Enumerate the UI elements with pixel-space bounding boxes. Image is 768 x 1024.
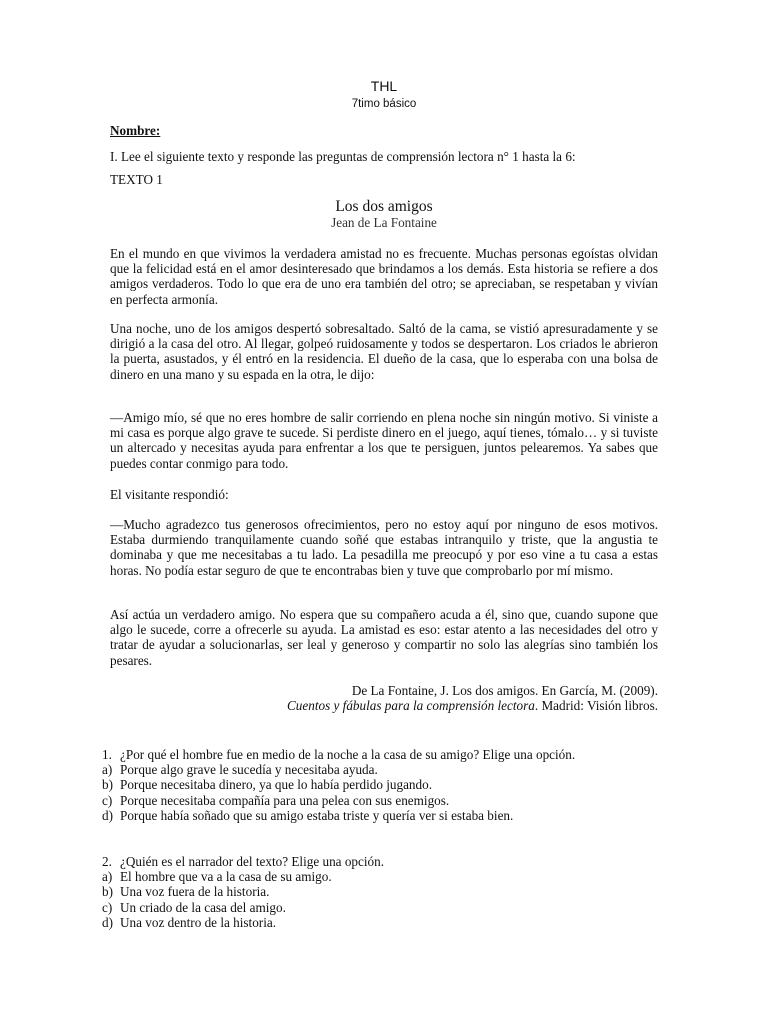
story-paragraph: —Amigo mío, sé que no eres hombre de salir corriendo en plena noche sin ningún motivo. Si viniste a mi casa es porque algo grave te sucede. Si perdiste dinero en el juego, aquí tienes, tómalo… y si tuviste un altercado y necesitas ayuda para enfrentar a los que te persiguen, juntos pelearemos. Ya sabes que puedes contar conmigo para todo.	[110, 410, 658, 471]
answer-option[interactable]	[102, 900, 658, 915]
texto-label: TEXTO 1	[110, 172, 163, 187]
answer-option[interactable]	[102, 808, 658, 823]
story-paragraph: En el mundo en que vivimos la verdadera amistad no es frecuente. Muchas personas egoístas olvidan que la felicidad está en el amor desinteresado que brindamos a los demás. Esta historia se refiere a dos amigos verdaderos. Todo lo que era de uno era también del otro; se apreciaban, se respetaban y vivían en perfecta armonía.	[110, 246, 658, 307]
answer-option[interactable]	[102, 777, 658, 792]
answer-option[interactable]	[102, 869, 658, 884]
option-letter: a)	[102, 869, 113, 885]
option-letter: b)	[102, 777, 113, 793]
option-letter: c)	[102, 792, 113, 808]
option-letter: c)	[102, 899, 113, 915]
story-paragraph: —Mucho agradezco tus generosos ofrecimientos, pero no estoy aquí por ninguno de esos motivos. Estaba durmiendo tranquilamente cuando soñé que estabas intranquilo y triste, que la angustia te dominaba y que me necesitabas a tu lado. La pesadilla me preocupó y por eso vine a tu casa a estas horas. No podía estar seguro de que te encontrabas bien y tuve que comprobarlo por mí mismo.	[110, 517, 658, 578]
option-letter: d)	[102, 914, 113, 930]
instruction: I. Lee el siguiente texto y responde las preguntas de comprensión lectora n° 1 hasta la 6:	[110, 149, 576, 164]
option-text: Un criado de la casa del amigo.	[120, 899, 286, 915]
option-text: El hombre que va a la casa de su amigo.	[120, 869, 332, 885]
reference-book-title: Cuentos y fábulas para la comprensión lectora	[286, 698, 535, 713]
question-1	[102, 747, 658, 823]
question-2	[102, 854, 658, 930]
question-stem	[102, 747, 658, 762]
question-text: ¿Por qué el hombre fue en medio de la noche a la casa de su amigo? Elige una opción.	[120, 747, 576, 762]
option-letter: a)	[102, 762, 113, 778]
question-stem	[102, 854, 658, 869]
option-text: Porque había soñado que su amigo estaba triste y quería ver si estaba bien.	[120, 807, 514, 823]
answer-option[interactable]	[102, 915, 658, 930]
answer-option[interactable]	[102, 762, 658, 777]
option-text: Porque necesitaba compañía para una pelea con sus enemigos.	[120, 792, 450, 808]
question-number: 1.	[102, 747, 112, 762]
reference-publisher: . Madrid: Visión libros.	[534, 698, 658, 713]
story-paragraph: Una noche, uno de los amigos despertó sobresaltado. Saltó de la cama, se vistió apresuradamente y se dirigió a la casa del otro. Al llegar, golpeó ruidosamente y todos se despertaron. Los criados le abrieron la puerta, asustados, y él entró en la residencia. El dueño de la casa, que lo esperaba con una bolsa de dinero en una mano y su espada en la otra, le dijo:	[110, 321, 658, 382]
question-text: ¿Quién es el narrador del texto? Elige una opción.	[120, 854, 385, 869]
header-title: THL	[370, 78, 398, 94]
question-number: 2.	[102, 854, 112, 869]
story-title: Los dos amigos	[335, 198, 433, 215]
answer-option[interactable]	[102, 793, 658, 808]
document-page	[102, 0, 658, 1024]
nombre-label: Nombre:	[110, 123, 161, 138]
option-text: Una voz dentro de la historia.	[120, 914, 277, 930]
story-author: Jean de La Fontaine	[331, 215, 437, 230]
reference-line-2	[110, 698, 658, 713]
story-paragraph: Así actúa un verdadero amigo. No espera que su compañero acuda a él, sino que, cuando supone que algo le sucede, corre a ofrecerle su ayuda. La amistad es eso: estar atento a las necesidades del otro y tratar de ayudar a solucionarlas, ser leal y generoso y compartir no solo las alegrías sino también los pesares.	[110, 607, 658, 668]
answer-option[interactable]	[102, 884, 658, 899]
option-text: Porque necesitaba dinero, ya que lo había perdido jugando.	[120, 777, 433, 793]
option-text: Una voz fuera de la historia.	[120, 884, 270, 900]
story-paragraph: El visitante respondió:	[110, 487, 229, 502]
option-text: Porque algo grave le sucedía y necesitaba ayuda.	[120, 762, 378, 778]
option-letter: b)	[102, 884, 113, 900]
header-subtitle: 7timo básico	[351, 98, 417, 110]
option-letter: d)	[102, 807, 113, 823]
reference-line: De La Fontaine, J. Los dos amigos. En García, M. (2009).	[351, 683, 658, 698]
